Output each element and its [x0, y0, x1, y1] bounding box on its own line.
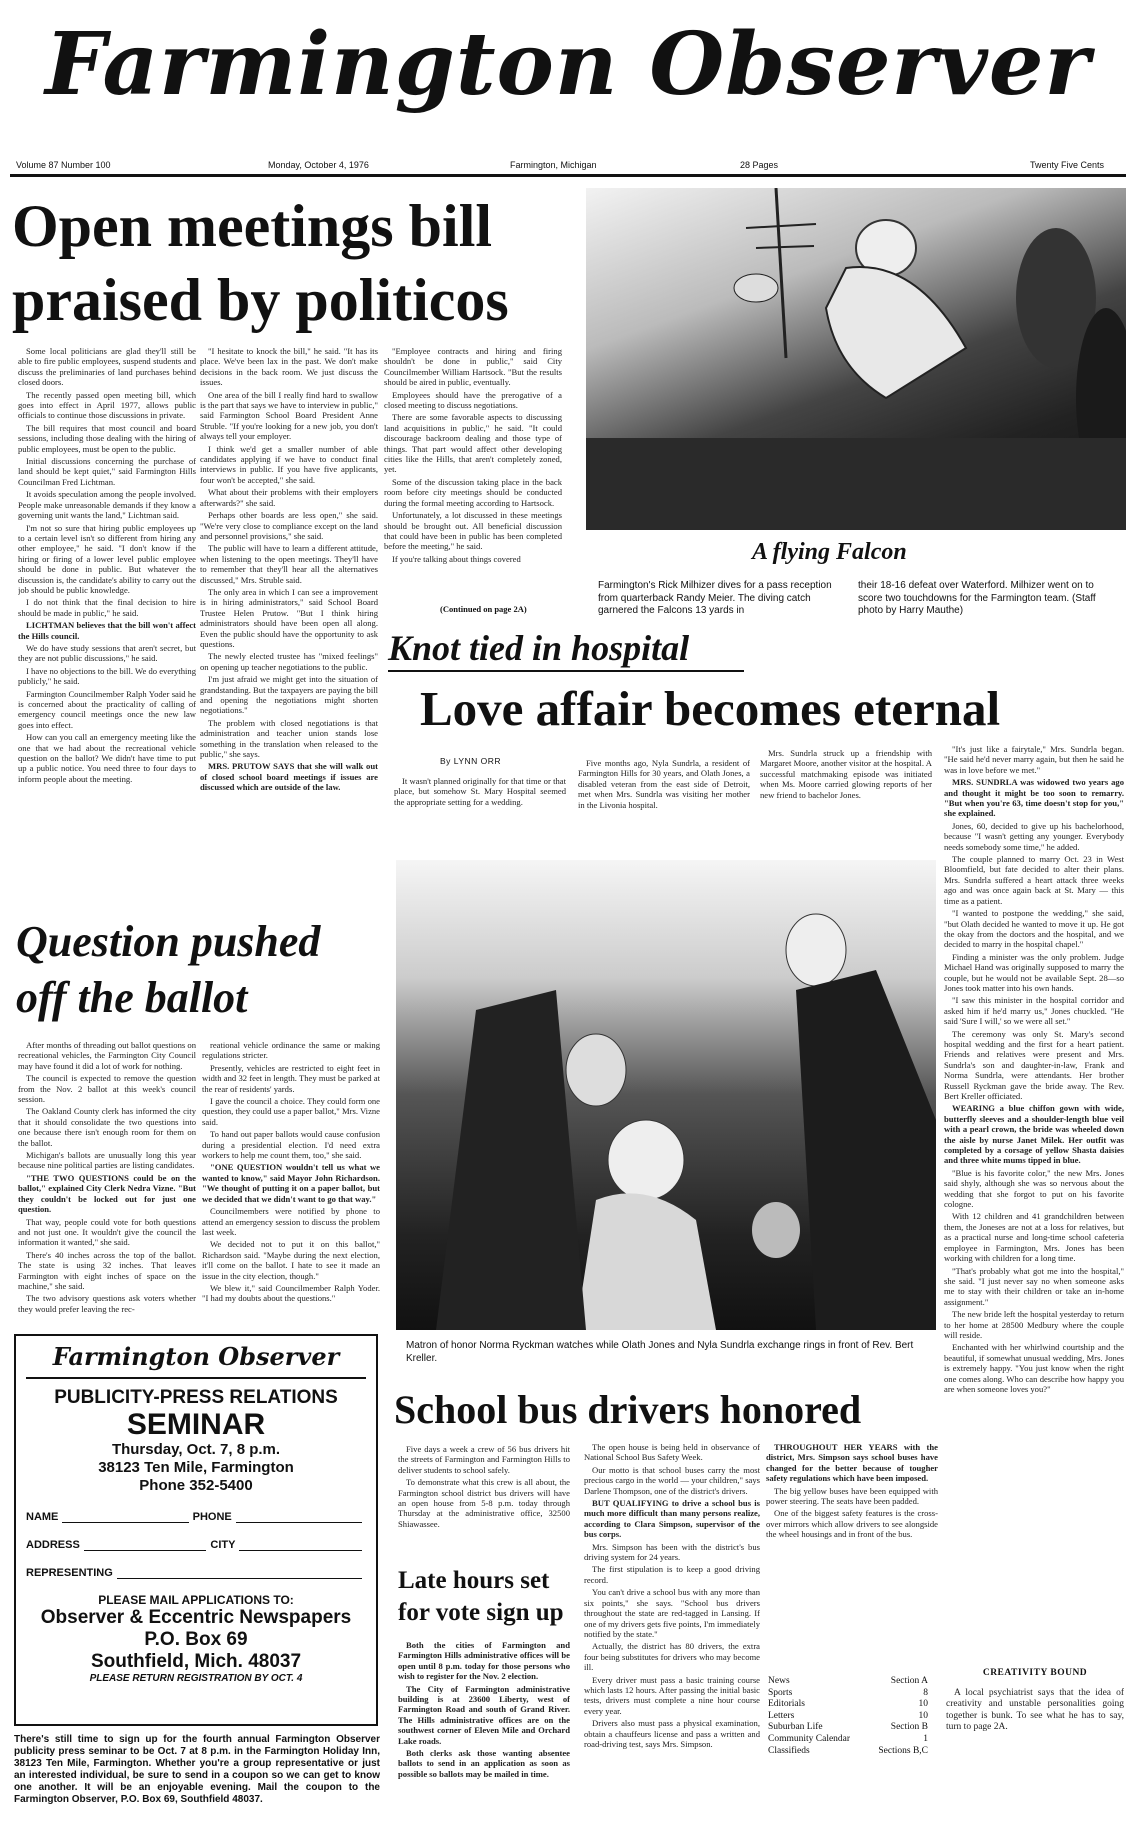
representing-field[interactable] [117, 1567, 362, 1579]
ad-logo: Farmington Observer [52, 1342, 340, 1371]
index-page: Section A [890, 1676, 928, 1686]
index-name: Sports [768, 1687, 793, 1698]
open-meetings-col-2 [200, 346, 378, 916]
falcon-caption-a: Farmington's Rick Milhizer dives for a pass reception from quarterback Randy Meier. The diving catch garnered the Falcons 13 yards in [598, 580, 832, 616]
masthead-rule [10, 174, 1126, 177]
issue-price: Twenty Five Cents [1030, 160, 1105, 170]
index-name: Editorials [768, 1699, 805, 1710]
index-row [768, 1711, 928, 1723]
love-byline: By LYNN ORR [440, 756, 502, 766]
paragraph: Five months ago, Nyla Sundrla, a resident of Farmington Hills for 30 years, and Olath Jones, a disabled veteran from the east side of Detroit, met when Mrs. Sundrla was visiting her mother in the Livonia hospital. [578, 758, 750, 810]
open-meetings-headline-2: praised by politicos [12, 267, 509, 333]
bus-col-1 [398, 1444, 570, 1550]
paragraph: The bill requires that most council and board sessions, including those dealing with the hiring of public employees, must be open to the public. [18, 422, 196, 454]
paragraph: It avoids speculation among the people involved. People make unreasonable demands if they know a governing unit wants the land," Lichtman said. [18, 489, 196, 521]
ballot-col-1 [18, 1040, 196, 1320]
bus-col-3 [766, 1442, 938, 1582]
paragraph: Councilmembers were notified by phone to attend an emergency session to discuss the problem last week. [202, 1206, 380, 1237]
index-name: News [768, 1676, 790, 1686]
masthead-title: Farmington Observer [45, 14, 1091, 115]
late-hours-headline-1: Late hours set [398, 1567, 550, 1594]
paragraph: I do not think that the final decision to hire should be made in public," he said. [18, 597, 196, 618]
paragraph: Both clerks ask those wanting absentee ballots to send in an application as soon as possible so ballots may be mailed in time. [398, 1748, 570, 1779]
paragraph: To demonstrate what this crew is all about, the Farmington school district bus drivers will have an open house from 5-8 p.m. today through Thursday at the administrative office, 32500 Shiawassee. [398, 1477, 570, 1529]
ad-line-1: PUBLICITY-PRESS RELATIONS [54, 1387, 338, 1408]
name-field[interactable] [62, 1511, 188, 1523]
paragraph: The newly elected trustee has "mixed feelings" on opening up teacher negotiations to the public. [200, 651, 378, 672]
paragraph: "THE TWO QUESTIONS could be on the ballot," explained City Clerk Nedra Vizne. "But they couldn't be locked out for just one question. [18, 1172, 196, 1215]
creativity-title: CREATIVITY BOUND [982, 1668, 1088, 1678]
love-headline: Love affair becomes eternal [420, 681, 1001, 736]
mail-line-1: Observer & Eccentric Newspapers [40, 1607, 352, 1628]
ad-line-2: SEMINAR [126, 1408, 266, 1441]
paragraph: "ONE QUESTION wouldn't tell us what we wanted to know," said Mayor John Richardson. "We thought of putting it on a paper ballot, but we decided that we didn't want to go that way." [202, 1162, 380, 1204]
paragraph: There are some favorable aspects to discussing land acquisitions in public," he said. "It could discourage backroom dealing and those type of things. That part would affect other developing cities like the Hills, that aren't completely zoned, yet. [384, 412, 562, 475]
paragraph: Our motto is that school buses carry the most precious cargo in the world — your children," says Darlene Thompson, one of the district's drivers. [584, 1464, 760, 1496]
paragraph: The problem with closed negotiations is that administration and teacher union stands lose something in the translation when released to the public," she says. [200, 717, 378, 760]
paragraph: Some local politicians are glad they'll still be able to fire public employees, suspend students and discuss the preliminaries of land purchases behind closed doors. [18, 346, 196, 388]
kicker-rule [388, 670, 744, 672]
index-name: Community Calendar [768, 1733, 851, 1744]
paragraph: BUT QUALIFYING to drive a school bus is much more difficult than many persons realize, according to Clara Simpson, supervisor of the bus corps. [584, 1498, 760, 1540]
paragraph: The Oakland County clerk has informed the city that it should consolidate the two questions into one because there isn't enough room for them on the ballot. [18, 1106, 196, 1148]
love-col-1 [394, 776, 566, 848]
ad-rule [26, 1377, 366, 1379]
paragraph: To hand out paper ballots would cause confusion during a presidential election. I'd need extra workers to help me count them, too," she said. [202, 1129, 380, 1161]
late-hours-headline-2: for vote sign up [398, 1599, 564, 1626]
page-count: 28 Pages [740, 160, 779, 170]
paragraph: "I hesitate to knock the bill," he said. "It has its place. We've been lax in the past. We don't make decisions in the back room. We just discuss the issues. [200, 346, 378, 388]
paragraph: How can you call an emergency meeting like the one that we had about the recreational vehicle question on the ballot? We didn't have time to put up a public notice. You need three to four days to inform people about the meeting. [18, 732, 196, 784]
paragraph: "Employee contracts and hiring and firing shouldn't be done in public," said City Councilmember William Hartsock. "But the results should be aired in public, eventually. [384, 346, 562, 388]
representing-field-row[interactable] [26, 1551, 366, 1579]
address-label: ADDRESS [26, 1539, 80, 1551]
paragraph: Jones, 60, decided to give up his bachelorhood, because "I wasn't getting any younger. Everybody needs somebody some time," he added. [944, 820, 1124, 852]
city-field[interactable] [239, 1539, 362, 1551]
paragraph: If you're talking about things covered [392, 553, 521, 564]
phone-field[interactable] [236, 1511, 362, 1523]
falcon-caption-b: their 18-16 defeat over Waterford. Milhizer went on to score two touchdowns for the Farmington team. (Staff photo by Harry Mauthe) [858, 580, 1096, 616]
index-page: 1 [923, 1733, 928, 1744]
paragraph: "That's probably what got me into the hospital," she said. "I just never say no when someone asks me to stay with their children or take an in-home assignment." [944, 1265, 1124, 1307]
paragraph: Unfortunately, a lot discussed in these meetings should be brought out. All beneficial discussion that could have been in public has been completed before the meeting," he said. [384, 510, 562, 552]
paragraph: A local psychiatrist says that the idea of creativity and unstable personalities going together is bunk. To see what he has to say, turn to page 2A. [946, 1688, 1124, 1733]
mail-line-4: PLEASE RETURN REGISTRATION BY OCT. 4 [89, 1673, 303, 1684]
paragraph: THROUGHOUT HER YEARS with the district, Mrs. Simpson says school buses have changed for the better because of tougher safety regulations which have been imposed. [766, 1442, 938, 1484]
paragraph: Some of the discussion taking place in the back room before city meetings should be conducted during the formal meeting according to Hartsock. [384, 476, 562, 508]
paragraph: "Blue is his favorite color," the new Mrs. Jones said shyly, although she was so nervous about the wedding that she forgot to put on his favorite cologne. [944, 1167, 1124, 1210]
paragraph: The couple planned to marry Oct. 23 in West Bloomfield, but fate decided to alter their plans. Mrs. Sundrla suffered a heart attack three weeks ago and was once again back at St. Mary — this time as a patient. [944, 854, 1124, 906]
love-col-3 [760, 748, 932, 850]
paragraph: One of the biggest safety features is the cross-over mirrors which allow drivers to see alongside the wheel housings and in front of the bus. [766, 1508, 938, 1540]
paragraph: "It's just like a fairytale," Mrs. Sundrla began. "He said he'd never marry again, but then he said he was in love before we met." [944, 744, 1124, 775]
index-name: Suburban Life [768, 1722, 823, 1733]
paragraph: MRS. PRUTOW SAYS that she will walk out of closed school board meetings if issues are discussed which are outside of the law. [200, 761, 378, 793]
representing-label: REPRESENTING [26, 1567, 113, 1579]
love-col-2 [578, 758, 750, 850]
continued-note: (Continued on page 2A) [440, 604, 527, 614]
address-field-row[interactable] [26, 1523, 366, 1551]
paragraph: The big yellow buses have been equipped with power steering. The seats have been padded. [766, 1485, 938, 1507]
falcon-photo-art [586, 188, 1126, 530]
love-col-4 [944, 744, 1124, 1756]
index-name: Classifieds [768, 1745, 810, 1756]
issue-place: Farmington, Michigan [510, 160, 597, 170]
name-label: NAME [26, 1511, 59, 1523]
ad-line-5: Phone 352-5400 [139, 1477, 253, 1494]
paragraph: The two advisory questions ask voters whether they would prefer leaving the rec- [18, 1293, 196, 1314]
paragraph: The public will have to learn a different attitude, when listening to the open meetings. They'll have to remember that they'll hear all the alternatives discussed," Mrs. Struble said. [200, 543, 378, 585]
paragraph: Farmington Councilmember Ralph Yoder said he is concerned about the practicality of calling of emergency council meetings once the new law goes into effect. [18, 688, 196, 730]
open-meetings-col-1 [18, 346, 196, 898]
mail-label: PLEASE MAIL APPLICATIONS TO: [98, 1593, 294, 1607]
paragraph: "I wanted to postpone the wedding," she said, "but Olath decided he wanted to move it up. He got the okay from the doctors and the hospital, and we decided to marry in the hospital chapel." [944, 908, 1124, 950]
paragraph: Enchanted with her whirlwind courtship and the beautiful, if somewhat unusual wedding, Mrs. Jones is extremely happy. "You just know when the right one comes along. Who can describe how happy you are when someone loves you?" [944, 1342, 1124, 1394]
falcon-photo [586, 188, 1126, 530]
section-index [768, 1676, 928, 1757]
index-name: Letters [768, 1710, 795, 1721]
wedding-photo-art [396, 860, 936, 1330]
index-row [768, 1746, 928, 1758]
paragraph: With 12 children and 41 grandchildren between them, the Joneses are not at a loss for relatives, but as a practical nurse and long-time school cafeteria employee in Farmington, Mrs. Jones has been working with children for a long time. [944, 1211, 1124, 1264]
paragraph: We decided not to put it on this ballot," Richardson said. "Maybe during the next election, it'll come on the ballot. I hate to see it made an issue in the city election, though." [202, 1239, 380, 1281]
love-kicker: Knot tied in hospital [388, 628, 690, 668]
phone-label: PHONE [192, 1511, 232, 1523]
paragraph: That way, people could vote for both questions and not just one. It wouldn't give the council the information it wanted," she said. [18, 1216, 196, 1248]
paragraph: Finding a minister was the only problem. Judge Michael Hand was originally supposed to marry the couple, but he would not be available Sept. 28—so Jones took matter into his own hands. [944, 951, 1124, 993]
paragraph: The ceremony was only St. Mary's second hospital wedding and the first for a heart patient. Friends and relatives were present and Mrs. Sundrla's son and daughter-in-law, Frank and Norma Sundrla, were attendants. Her brother Russell Ryckman gave the bride away. The Rev. Bert Kreller officiated. [944, 1028, 1124, 1101]
paragraph: LICHTMAN believes that the bill won't affect the Hills council. [18, 620, 196, 641]
wedding-photo [396, 860, 936, 1330]
paragraph: Every driver must pass a basic training course which lasts 12 hours. After passing the initial basic tests, drivers must complete a nine hour course every year. [584, 1674, 760, 1716]
paragraph: Employees should have the prerogative of a closed meeting to discuss negotiations. [384, 389, 562, 411]
paragraph: Five days a week a crew of 56 bus drivers hit the streets of Farmington and Farmington Hills to deliver students to school safely. [398, 1444, 570, 1475]
paragraph: Perhaps other boards are less open," she said. "We're very close to compliance except on the land and personnel provisions," she said. [200, 510, 378, 541]
wedding-caption: Matron of honor Norma Ryckman watches while Olath Jones and Nyla Sundrla exchange rings in front of Rev. Bert Kreller. [406, 1340, 914, 1364]
paragraph: I think we'd get a smaller number of able candidates applying if we have to conduct final interviews in public. If you have five applicants, four won't be accepted," she said. [200, 443, 378, 485]
volume-number: Volume 87 Number 100 [16, 160, 111, 170]
paragraph: The first stipulation is to keep a good driving record. [584, 1564, 760, 1585]
paragraph: After months of threading out ballot questions on recreational vehicles, the Farmington City Council may have found it did a lot of work for nothing. [18, 1040, 196, 1071]
bus-headline: School bus drivers honored [394, 1387, 862, 1432]
ballot-col-2 [202, 1040, 380, 1322]
seminar-ad [14, 1334, 378, 1726]
paragraph: The only area in which I can see a improvement is in hiring administrators," said School Board Trustee Helen Prutow. "But I think hiring administrators should have been open all along. Even the public should have the opportunity to ask questions. [200, 586, 378, 649]
paragraph: Mrs. Simpson has been with the district's bus driving system for 24 years. [584, 1541, 760, 1563]
paragraph: I'm not so sure that hiring public employees up to a certain level isn't so different from hiring any other employee," he said. "I don't know if the hiring or firing of a lower level public employee should be done in public. But whatever the discussion is, the candidate's ability to carry out the job should be public knowledge. [18, 522, 196, 595]
paragraph: MRS. SUNDRLA was widowed two years ago and thought it might be too soon to remarry. "But when you're 63, time doesn't stop for you," she explained. [944, 777, 1124, 819]
index-page: 10 [918, 1710, 928, 1721]
paragraph: Both the cities of Farmington and Farmington Hills administrative offices will be open until 8 p.m. today for those persons who wish to register for the Nov. 2 election. [398, 1640, 570, 1682]
paragraph: Drivers also must pass a physical examination, obtain a chauffeurs license and pass a written and road-driving test, says Mrs. Simpson. [584, 1718, 760, 1749]
paragraph: The new bride left the hospital yesterday to return to her home at 28500 Medbury where the couple will reside. [944, 1309, 1124, 1340]
paragraph: There's 40 inches across the top of the ballot. The state is using 32 inches. That leaves Farmington with eight inches of space on the machine," she said. [18, 1249, 196, 1291]
paragraph: Initial discussions concerning the purchase of land should be kept quiet," said Farmington Hills Councilman Fred Lichtman. [18, 456, 196, 487]
index-page: Sections B,C [878, 1745, 928, 1756]
paragraph: We blew it," said Councilmember Ralph Yoder. "I had my doubts about the questions." [202, 1282, 380, 1304]
index-page: Section B [890, 1722, 928, 1733]
paragraph: reational vehicle ordinance the same or making regulations stricter. [202, 1040, 380, 1061]
index-row [768, 1676, 928, 1688]
ad-line-4: 38123 Ten Mile, Farmington [98, 1459, 294, 1476]
creativity-body [946, 1688, 1124, 1764]
bus-col-2 [584, 1442, 760, 1832]
paragraph: The council is expected to remove the question from the Nov. 2 ballot at this week's council session. [18, 1073, 196, 1105]
paragraph: Presently, vehicles are restricted to eight feet in width and 32 feet in length. They must be parked at the rear of residents' yards. [202, 1062, 380, 1094]
paragraph: I have no objections to the bill. We do everything publicly," he said. [18, 665, 196, 687]
ballot-headline-2: off the ballot [16, 973, 248, 1022]
index-page: 10 [918, 1699, 928, 1710]
index-row [768, 1699, 928, 1711]
address-field[interactable] [84, 1539, 207, 1551]
paragraph: I gave the council a choice. They could form one question, they could use a paper ballot," Mrs. Vizne said. [202, 1096, 380, 1127]
ad-line-3: Thursday, Oct. 7, 8 p.m. [111, 1441, 281, 1458]
paragraph: What about their problems with their employers afterwards?" she said. [200, 487, 378, 508]
issue-date: Monday, October 4, 1976 [268, 160, 369, 170]
paragraph: Michigan's ballots are unusually long this year because nine political parties are listing candidates. [18, 1150, 196, 1171]
paragraph: It wasn't planned originally for that time or that place, but somehow St. Mary Hospital seemed the appropriate setting for a wedding. [394, 776, 566, 807]
paragraph: Actually, the district has 80 drivers, the extra four being substitutes for drivers who may become ill. [584, 1641, 760, 1673]
falcon-title: A flying Falcon [752, 539, 907, 565]
mail-line-2: P.O. Box 69 [144, 1629, 248, 1650]
late-hours-body [398, 1640, 570, 1830]
name-field-row[interactable] [26, 1495, 366, 1523]
paragraph: One area of the bill I really find hard to swallow is the part that says we have to interview in public," said Farmington School Board President Anne Struble. "If you're looking for a new job, you don't always tell your employer. [200, 389, 378, 442]
seminar-promo: There's still time to sign up for the fourth annual Farmington Observer publicity press seminar to be Oct. 7 at 8 p.m. in the Farmington Holiday Inn, 38123 Ten Mile, Farmington. Whether you're a group representative or just an interested individual, be sure to send in a coupon so we can get to know one another. It will be an enjoyable evening. Mail the coupon to the Farmington Observer, P.O. Box 69, Southfield 48037. [14, 1734, 380, 1805]
ballot-headline-1: Question pushed [16, 917, 321, 966]
paragraph: The recently passed open meeting bill, which goes into effect in April 1977, allows public officials to continue those discussions in private. [18, 389, 196, 421]
index-row [768, 1722, 928, 1734]
paragraph: WEARING a blue chiffon gown with wide, butterfly sleeves and a shoulder-length blue veil with a pearl crown, the bride was wheeled down the aisle by nurse Janet Milek. Her outfit was completed by a corsage of yellow Shasta daisies and three white mums tipped in blue. [944, 1103, 1124, 1166]
open-meetings-headline-1: Open meetings bill [12, 193, 493, 259]
paragraph: The City of Farmington administrative building is at 23600 Liberty, west of Farmington Road and south of Grand River. The Hills administrative offices are on the southwest corner of Eleven Mile and Orchard Lake roads. [398, 1683, 570, 1746]
paragraph: "I saw this minister in the hospital corridor and asked him if he'd marry us," Jones chuckled. "He said 'Sure I will,' so we were all set." [944, 995, 1124, 1027]
paragraph: The open house is being held in observance of National School Bus Safety Week. [584, 1442, 760, 1463]
paragraph: I'm just afraid we might get into the situation of grandstanding. But the taxpayers are paying the bill and opening the negotiations might shorten negotiations." [200, 674, 378, 716]
index-row [768, 1734, 928, 1746]
index-page: 8 [923, 1687, 928, 1698]
index-row [768, 1688, 928, 1700]
city-label: CITY [210, 1539, 236, 1551]
paragraph: Mrs. Sundrla struck up a friendship with Margaret Moore, another visitor at the hospital. A successful matchmaking episode was initiated when Ms. Moore carried glowing reports of her new friend to bachelor Jones. [760, 748, 932, 800]
paragraph: You can't drive a school bus with any more than six points," she says. "School bus drivers throughout the state are red-tagged in Lansing. If one of my drivers gets five points, I'm immediately notified by the state." [584, 1587, 760, 1639]
open-meetings-col-3 [384, 346, 562, 618]
mail-line-3: Southfield, Mich. 48037 [90, 1651, 302, 1672]
paragraph: We do have study sessions that aren't secret, but they are not public discussions," he said. [18, 642, 196, 664]
